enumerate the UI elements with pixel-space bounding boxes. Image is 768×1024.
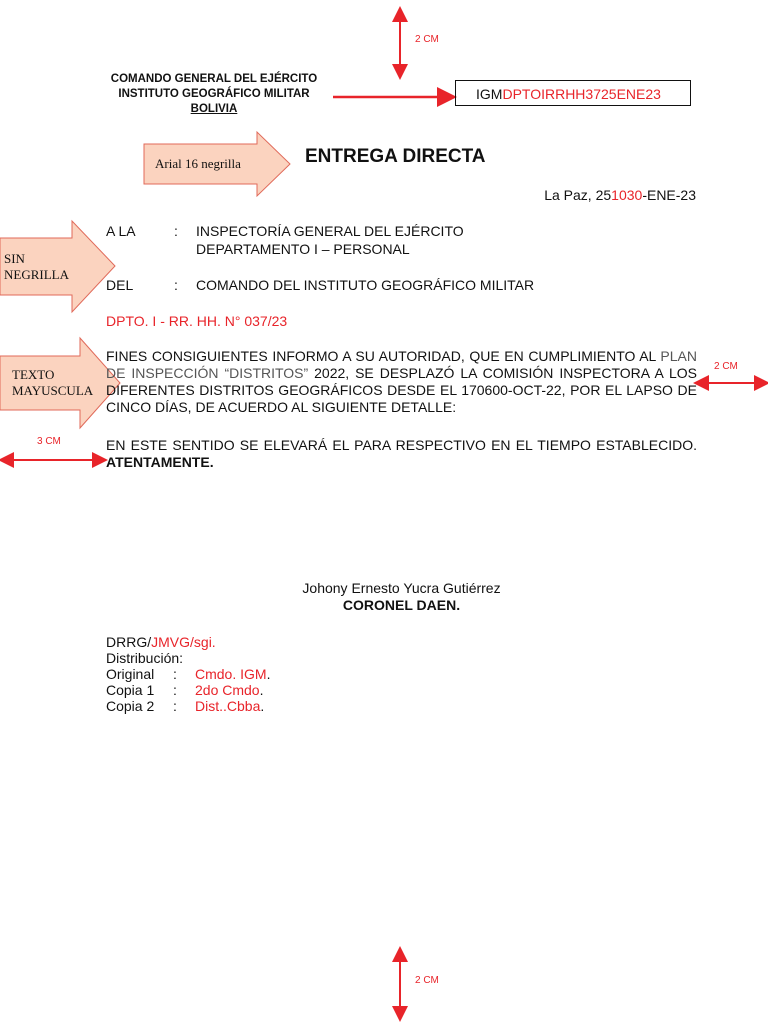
distribution-row-colon: : (173, 666, 177, 682)
distribution-row (106, 682, 270, 698)
distribution-footer (106, 634, 270, 714)
no-bold-label-line2: NEGRILLA (4, 267, 69, 282)
distribution-row-label: Original (106, 666, 155, 682)
distribution-row-value: Cmdo. IGM (195, 666, 267, 682)
distribution-row-value: Dist..Cbba (195, 698, 261, 714)
addressee-line-2: DEPARTAMENTO I – PERSONAL (196, 241, 410, 257)
code-prefix: IGM (476, 86, 503, 102)
paragraph2-text: EN ESTE SENTIDO SE ELEVARÁ EL PARA RESPECTIVO EN EL TIEMPO ESTABLECIDO. (106, 437, 697, 453)
distribution-row-end: . (260, 698, 265, 714)
date-part-1: La Paz, 25 (544, 187, 612, 203)
body-paragraph-2 (106, 437, 697, 471)
body-paragraph-1 (106, 348, 697, 416)
institution-header (96, 72, 332, 117)
paragraph1-part1: FINES CONSIGUIENTES INFORMO A SU AUTORIDAD, QUE EN CUMPLIMIENTO AL (106, 348, 661, 364)
signature-block (106, 580, 697, 614)
paragraph1-part2: 2022, SE DESPLAZÓ LA COMISIÓN INSPECTORA A LOS DIFERENTES DISTRITOS GEOGRÁFICOS DESDE EL 170600-OCT-22, POR EL LAPSO DE CINCO DÍAS, DE ACUERDO AL SIGUIENTE DETALLE: (106, 365, 697, 415)
margin-left-label: 3 CM (37, 436, 61, 447)
distribution-label: Distribución: (106, 650, 184, 666)
distribution-row-colon: : (173, 682, 177, 698)
addressee-row (106, 223, 464, 239)
sender-colon: : (174, 277, 178, 293)
sender-line-1: COMANDO DEL INSTITUTO GEOGRÁFICO MILITAR (196, 277, 535, 293)
distribution-row-label: Copia 2 (106, 698, 155, 714)
code-suffix: DPTOIRRHH3725ENE23 (502, 86, 661, 102)
document-title: ENTREGA DIRECTA (305, 146, 486, 167)
addressee-colon: : (174, 223, 178, 239)
uppercase-label-line2: MAYUSCULA (12, 383, 94, 398)
initials-line (106, 634, 270, 650)
uppercase-label-line1: TEXTO (12, 367, 55, 382)
header-line-2: INSTITUTO GEOGRÁFICO MILITAR (118, 88, 310, 100)
paragraph2-closing: ATENTAMENTE. (106, 454, 214, 470)
date-part-2: 1030 (611, 187, 643, 203)
sender-label: DEL (106, 277, 134, 293)
distribution-row-end: . (266, 666, 271, 682)
addressee-label: A LA (106, 223, 136, 239)
signer-name: Johony Ernesto Yucra Gutiérrez (302, 580, 501, 596)
distribution-row-colon: : (173, 698, 177, 714)
date-part-3: -ENE-23 (642, 187, 696, 203)
distribution-row-value: 2do Cmdo (195, 682, 260, 698)
addressee-line-1: INSPECTORÍA GENERAL DEL EJÉRCITO (196, 223, 464, 239)
reference-number: DPTO. I - RR. HH. N° 037/23 (106, 313, 288, 329)
distribution-row-end: . (259, 682, 264, 698)
margin-bottom-label: 2 CM (415, 975, 439, 986)
header-line-1: COMANDO GENERAL DEL EJÉRCITO (110, 73, 318, 85)
distribution-row-label: Copia 1 (106, 682, 155, 698)
sender-row (106, 277, 534, 293)
document-code-box (455, 80, 691, 106)
distribution-row (106, 666, 270, 682)
initials-prefix: DRRG/ (106, 634, 152, 650)
font-note-label: Arial 16 negrilla (155, 156, 241, 171)
no-bold-label (4, 251, 69, 283)
initials-suffix: JMVG/sgi. (151, 634, 216, 650)
header-country: BOLIVIA (190, 103, 238, 115)
uppercase-label (12, 367, 93, 399)
document-date (544, 187, 696, 203)
signer-rank: CORONEL DAEN. (342, 597, 461, 613)
margin-top-label: 2 CM (415, 34, 439, 45)
distribution-row (106, 698, 270, 714)
margin-right-label: 2 CM (714, 361, 738, 372)
paragraph1-plan: PLAN DE INSPECCIÓN “DISTRITOS” (106, 348, 697, 381)
no-bold-label-line1: SIN (4, 251, 25, 266)
